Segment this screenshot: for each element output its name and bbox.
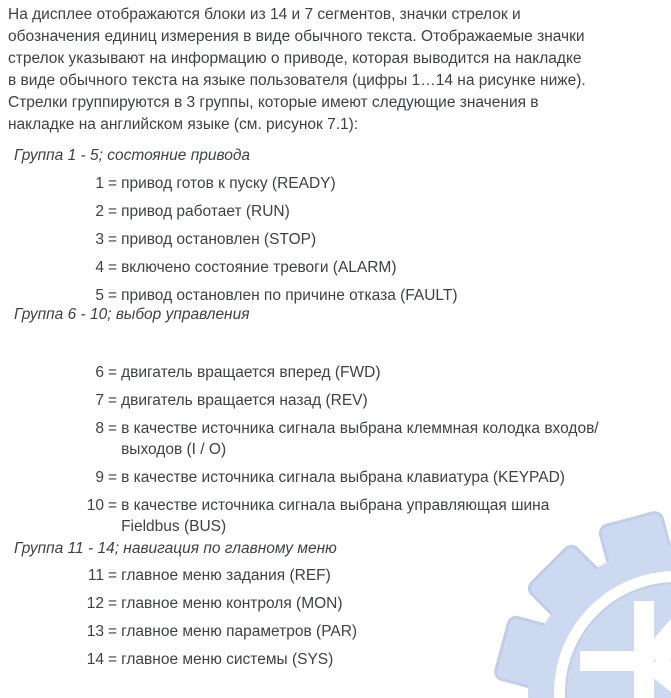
intro-line: накладке на английском языке (см. рисунок 7.1): xyxy=(8,116,359,133)
equals-sign: = xyxy=(108,497,118,514)
list-item xyxy=(0,173,671,194)
list-item xyxy=(0,649,671,670)
item-number: 8 xyxy=(95,420,104,437)
equals-sign: = xyxy=(108,364,118,381)
list-item xyxy=(0,418,671,460)
item-number: 7 xyxy=(95,392,104,409)
item-number: 9 xyxy=(95,469,104,486)
item-number: 5 xyxy=(95,287,104,304)
equals-sign: = xyxy=(108,175,118,192)
item-number: 4 xyxy=(95,259,104,276)
item-number: 1 xyxy=(95,175,104,192)
intro-paragraph xyxy=(8,4,671,136)
item-number: 10 xyxy=(86,497,104,514)
item-text: выходов (I / O) xyxy=(121,441,227,458)
item-text: привод остановлен (STOP) xyxy=(121,231,317,248)
list-item xyxy=(0,621,671,642)
item-text: главное меню системы (SYS) xyxy=(121,651,334,668)
equals-sign: = xyxy=(108,203,118,220)
group-1-title: Группа 1 - 5; состояние привода xyxy=(14,147,251,164)
group-3-title: Группа 11 - 14; навигация по главному меню xyxy=(14,540,337,557)
document-page xyxy=(0,4,671,675)
group-3-items xyxy=(0,565,671,670)
item-number: 3 xyxy=(95,231,104,248)
equals-sign: = xyxy=(108,651,118,668)
intro-line: На дисплее отображаются блоки из 14 и 7 сегментов, значки стрелок и xyxy=(8,6,521,23)
item-text: двигатель вращается назад (REV) xyxy=(121,392,368,409)
item-number: 12 xyxy=(86,595,104,612)
equals-sign: = xyxy=(108,420,118,437)
list-item xyxy=(0,362,671,383)
item-number: 2 xyxy=(95,203,104,220)
list-item xyxy=(0,467,671,488)
list-item xyxy=(0,257,671,278)
intro-line: стрелок указывают на информацию о приводе, которая выводится на накладке xyxy=(8,50,582,67)
equals-sign: = xyxy=(108,231,118,248)
equals-sign: = xyxy=(108,392,118,409)
list-item xyxy=(0,285,671,306)
intro-line: в виде обычного текста на языке пользователя (цифры 1…14 на рисунке ниже). xyxy=(8,72,586,89)
equals-sign: = xyxy=(108,595,118,612)
equals-sign: = xyxy=(108,259,118,276)
item-text: привод остановлен по причине отказа (FAULT) xyxy=(121,287,458,304)
item-text: главное меню параметров (PAR) xyxy=(121,623,358,640)
item-text: включено состояние тревоги (ALARM) xyxy=(121,259,397,276)
group-1-items xyxy=(0,173,671,306)
list-item xyxy=(0,593,671,614)
list-item xyxy=(0,390,671,411)
item-text: главное меню задания (REF) xyxy=(121,567,331,584)
item-text: в качестве источника сигнала выбрана клавиатура (KEYPAD) xyxy=(121,469,565,486)
list-item xyxy=(0,229,671,250)
item-text: в качестве источника сигнала выбрана клеммная колодка входов/ xyxy=(121,420,599,437)
item-text: в качестве источника сигнала выбрана управляющая шина xyxy=(121,497,550,514)
item-number: 14 xyxy=(86,651,104,668)
list-item xyxy=(0,495,671,537)
item-text: привод работает (RUN) xyxy=(121,203,290,220)
document-content xyxy=(0,4,671,670)
intro-line: Стрелки группируются в 3 группы, которые имеют следующие значения в xyxy=(8,94,539,111)
group-2-title: Группа 6 - 10; выбор управления xyxy=(14,306,250,323)
equals-sign: = xyxy=(108,287,118,304)
group-2-items xyxy=(0,362,671,537)
list-item xyxy=(0,201,671,222)
intro-line: обозначения единиц измерения в виде обычного текста. Отображаемые значки xyxy=(8,28,585,45)
item-text: главное меню контроля (MON) xyxy=(121,595,343,612)
item-number: 6 xyxy=(95,364,104,381)
item-number: 13 xyxy=(86,623,104,640)
equals-sign: = xyxy=(108,567,118,584)
item-number: 11 xyxy=(87,567,104,584)
list-item xyxy=(0,565,671,586)
equals-sign: = xyxy=(108,623,118,640)
item-text: привод готов к пуску (READY) xyxy=(121,175,336,192)
item-text: Fieldbus (BUS) xyxy=(121,518,227,535)
equals-sign: = xyxy=(108,469,118,486)
item-text: двигатель вращается вперед (FWD) xyxy=(121,364,381,381)
